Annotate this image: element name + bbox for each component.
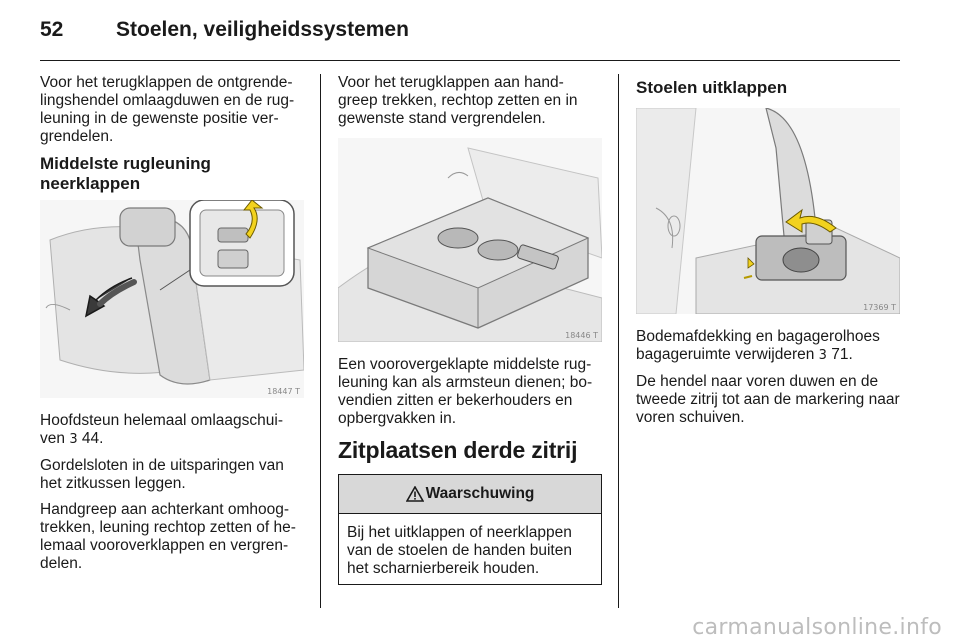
column-2 [338, 74, 602, 585]
warning-triangle-icon [406, 486, 424, 502]
warning-title: Waarschuwing [425, 485, 535, 502]
warning-header [339, 475, 601, 514]
col1-p3: Handgreep aan achterkant omhoog-trekken, leuning rechtop zetten of he-lemaal vooroverklappen en vergren-delen. [40, 501, 296, 572]
figure-code: 18446 T [565, 331, 598, 340]
col3-p1: Bodemafdekking en bagagerolhoes bagageruimte verwijderen 3 71. [636, 328, 880, 363]
column-divider-1 [320, 74, 321, 608]
col3-p2: De hendel naar voren duwen en de tweede zitrij tot aan de markering naar voren schuiven. [636, 373, 900, 426]
col1-intro: Voor het terugklappen de ontgrende-lingshendel omlaagduwen en de rug-leuning in de gewenste positie ver-grendelen. [40, 74, 295, 145]
col2-intro: Voor het terugklappen aan hand-greep trekken, rechtop zetten en in gewenste stand vergrendelen. [338, 74, 578, 127]
figure-middle-backrest [40, 200, 304, 398]
page-ref-icon: 3 [69, 432, 78, 447]
col2-p1: Een voorovergeklapte middelste rug-leuning kan als armsteun dienen; bo-vendien zitten er bekerhouders en opbergvakken in. [338, 356, 593, 427]
figure-code: 18447 T [267, 387, 300, 396]
page-number: 52 [40, 18, 64, 41]
col1-p2: Gordelsloten in de uitsparingen van het zitkussen leggen. [40, 457, 284, 492]
column-divider-2 [618, 74, 619, 608]
col3-heading: Stoelen uitklappen [636, 78, 788, 97]
column-1 [40, 74, 304, 581]
column-3 [636, 74, 906, 435]
warning-box [338, 474, 602, 585]
watermark: carmanualsonline.info [692, 615, 942, 640]
figure-code: 17369 T [863, 303, 896, 312]
col2-heading: Zitplaatsen derde zitrij [338, 437, 578, 463]
warning-text: Bij het uitklappen of neerklappen van de stoelen de handen buiten het scharnierbereik houden. [347, 524, 572, 577]
header-rule [40, 60, 900, 61]
page-ref-icon: 3 [818, 348, 827, 363]
figure-armrest [338, 138, 602, 342]
page-title: Stoelen, veiligheidssystemen [116, 18, 409, 41]
col1-p1: Hoofdsteun helemaal omlaagschui-ven 3 44. [40, 412, 283, 447]
col1-heading: Middelste rugleuning neerklappen [40, 154, 211, 193]
figure-third-row-seat [636, 108, 900, 314]
